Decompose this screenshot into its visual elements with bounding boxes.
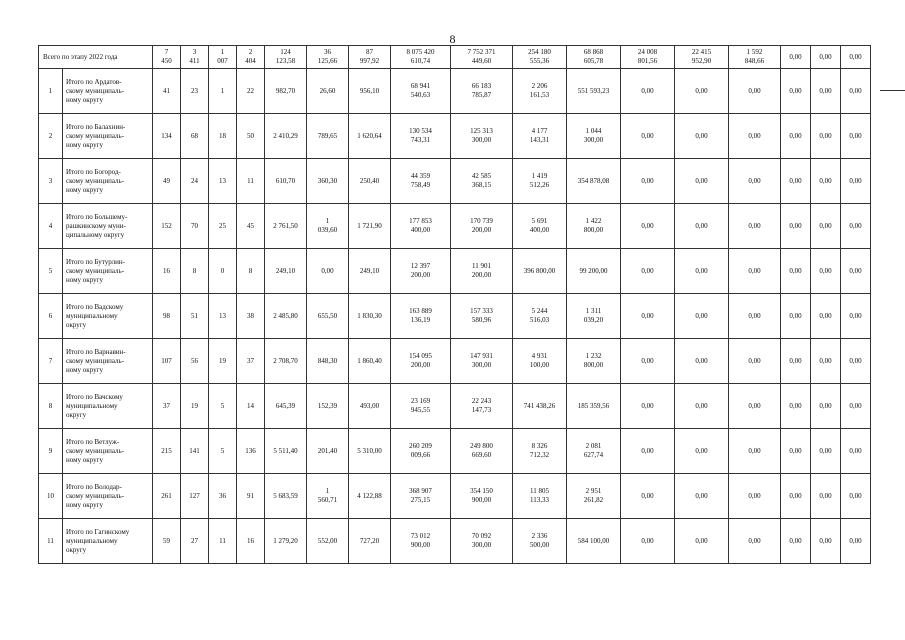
district-name: Итого по Гагинскому муниципальному округу <box>63 519 153 564</box>
table-cell: 0,00 <box>811 114 841 159</box>
table-cell: 22 <box>237 69 265 114</box>
table-cell: 0,00 <box>729 474 781 519</box>
table-cell: 249,10 <box>265 249 307 294</box>
table-cell: 0,00 <box>781 204 811 249</box>
table-cell: 0,00 <box>729 69 781 114</box>
total-cell: 0,00 <box>841 46 871 69</box>
table-row <box>39 159 871 204</box>
row-number: 4 <box>39 204 63 249</box>
table-cell: 0,00 <box>675 384 729 429</box>
table-edge-line <box>880 90 905 91</box>
table-cell: 368 907 275,15 <box>391 474 451 519</box>
table-cell: 727,20 <box>349 519 391 564</box>
table-cell: 260 209 009,66 <box>391 429 451 474</box>
total-cell: 8 075 420 610,74 <box>391 46 451 69</box>
table-cell: 177 853 400,00 <box>391 204 451 249</box>
table-row <box>39 294 871 339</box>
total-cell: 0,00 <box>781 46 811 69</box>
table-cell: 91 <box>237 474 265 519</box>
table-cell: 0,00 <box>621 519 675 564</box>
total-cell: 22 415 952,90 <box>675 46 729 69</box>
table-cell: 42 585 368,15 <box>451 159 513 204</box>
table-cell: 396 800,00 <box>513 249 567 294</box>
table-cell: 0,00 <box>675 249 729 294</box>
table-cell: 0,00 <box>621 339 675 384</box>
table-cell: 24 <box>181 159 209 204</box>
table-row <box>39 339 871 384</box>
district-name: Итого по Володар- скому муниципаль- ному округу <box>63 474 153 519</box>
table-cell: 0,00 <box>729 429 781 474</box>
table-cell: 0,00 <box>811 249 841 294</box>
table-cell: 982,70 <box>265 69 307 114</box>
district-name: Итого по Бутурлин- скому муниципаль- ному округу <box>63 249 153 294</box>
table-cell: 11 805 113,33 <box>513 474 567 519</box>
data-table <box>38 45 871 564</box>
table-cell: 73 012 900,00 <box>391 519 451 564</box>
total-cell: 3 411 <box>181 46 209 69</box>
table-cell: 0,00 <box>841 159 871 204</box>
table-cell: 584 100,00 <box>567 519 621 564</box>
table-cell: 0,00 <box>811 429 841 474</box>
table-cell: 1 311 039,20 <box>567 294 621 339</box>
table-cell: 0,00 <box>811 384 841 429</box>
table-cell: 0,00 <box>781 69 811 114</box>
table-cell: 2 081 627,74 <box>567 429 621 474</box>
row-number: 2 <box>39 114 63 159</box>
district-name: Итого по Большему- рашкинскому муни- ципальному округу <box>63 204 153 249</box>
table-cell: 5 <box>209 429 237 474</box>
row-number: 8 <box>39 384 63 429</box>
table-cell: 0,00 <box>675 339 729 384</box>
table-cell: 215 <box>153 429 181 474</box>
table-cell: 152,39 <box>307 384 349 429</box>
table-cell: 66 183 785,87 <box>451 69 513 114</box>
table-cell: 5 310,00 <box>349 429 391 474</box>
table-cell: 0,00 <box>841 339 871 384</box>
total-row <box>39 46 871 69</box>
table-cell: 0,00 <box>781 339 811 384</box>
table-cell: 261 <box>153 474 181 519</box>
table-cell: 26,60 <box>307 69 349 114</box>
table-cell: 136 <box>237 429 265 474</box>
total-cell: 124 123,58 <box>265 46 307 69</box>
table-cell: 130 534 743,31 <box>391 114 451 159</box>
table-cell: 127 <box>181 474 209 519</box>
table-cell: 38 <box>237 294 265 339</box>
table-cell: 23 169 945,55 <box>391 384 451 429</box>
table-cell: 360,30 <box>307 159 349 204</box>
table-cell: 0,00 <box>621 429 675 474</box>
table-cell: 0,00 <box>841 429 871 474</box>
table-cell: 51 <box>181 294 209 339</box>
table-cell: 11 <box>237 159 265 204</box>
table-cell: 170 739 200,00 <box>451 204 513 249</box>
table-cell: 0,00 <box>621 384 675 429</box>
table-cell: 0,00 <box>621 114 675 159</box>
district-name: Итого по Ветлуж- скому муниципаль- ному округу <box>63 429 153 474</box>
row-number: 1 <box>39 69 63 114</box>
table-cell: 552,00 <box>307 519 349 564</box>
table-row <box>39 474 871 519</box>
table-cell: 99 200,00 <box>567 249 621 294</box>
table-cell: 0,00 <box>621 474 675 519</box>
table-cell: 2 410,29 <box>265 114 307 159</box>
table-cell: 1 232 800,00 <box>567 339 621 384</box>
table-cell: 1 620,64 <box>349 114 391 159</box>
table-cell: 1 419 512,26 <box>513 159 567 204</box>
table-cell: 0,00 <box>781 159 811 204</box>
table-cell: 5 511,40 <box>265 429 307 474</box>
district-name: Итого по Балахнин- скому муниципаль- ному округу <box>63 114 153 159</box>
row-number: 7 <box>39 339 63 384</box>
table-cell: 354 878,08 <box>567 159 621 204</box>
table-cell: 154 095 200,00 <box>391 339 451 384</box>
table-cell: 44 359 758,49 <box>391 159 451 204</box>
total-cell: 7 450 <box>153 46 181 69</box>
table-cell: 1 044 300,00 <box>567 114 621 159</box>
table-cell: 655,50 <box>307 294 349 339</box>
table-cell: 1 039,60 <box>307 204 349 249</box>
table-row <box>39 204 871 249</box>
table-cell: 19 <box>209 339 237 384</box>
table-cell: 1 860,40 <box>349 339 391 384</box>
table-cell: 16 <box>237 519 265 564</box>
table-cell: 0,00 <box>811 519 841 564</box>
table-cell: 0,00 <box>729 204 781 249</box>
table-cell: 22 243 147,73 <box>451 384 513 429</box>
row-number: 10 <box>39 474 63 519</box>
total-cell: 68 868 605,78 <box>567 46 621 69</box>
table-cell: 741 438,26 <box>513 384 567 429</box>
table-cell: 13 <box>209 294 237 339</box>
row-number: 3 <box>39 159 63 204</box>
table-cell: 125 313 300,00 <box>451 114 513 159</box>
table-cell: 0,00 <box>841 204 871 249</box>
table-cell: 0,00 <box>621 294 675 339</box>
table-cell: 37 <box>237 339 265 384</box>
table-cell: 147 931 300,00 <box>451 339 513 384</box>
table-cell: 0,00 <box>675 519 729 564</box>
row-number: 11 <box>39 519 63 564</box>
table-cell: 0,00 <box>841 294 871 339</box>
row-number: 5 <box>39 249 63 294</box>
table-cell: 0,00 <box>675 429 729 474</box>
district-name: Итого по Вачскому муниципальному округу <box>63 384 153 429</box>
table-cell: 27 <box>181 519 209 564</box>
table-cell: 201,40 <box>307 429 349 474</box>
table-cell: 0,00 <box>675 69 729 114</box>
table-row <box>39 114 871 159</box>
table-cell: 0,00 <box>841 519 871 564</box>
table-cell: 0,00 <box>729 384 781 429</box>
table-cell: 8 326 712,32 <box>513 429 567 474</box>
table-cell: 0,00 <box>675 294 729 339</box>
table-cell: 789,65 <box>307 114 349 159</box>
table-cell: 68 941 540,63 <box>391 69 451 114</box>
table-cell: 249 800 669,60 <box>451 429 513 474</box>
table-cell: 0,00 <box>811 339 841 384</box>
total-cell: 254 180 555,36 <box>513 46 567 69</box>
table-cell: 0,00 <box>729 339 781 384</box>
table-cell: 0,00 <box>781 249 811 294</box>
total-cell: 1 592 848,66 <box>729 46 781 69</box>
table-cell: 41 <box>153 69 181 114</box>
total-cell: 24 008 801,56 <box>621 46 675 69</box>
table-cell: 848,30 <box>307 339 349 384</box>
table-cell: 0,00 <box>811 294 841 339</box>
table-cell: 2 485,80 <box>265 294 307 339</box>
table-cell: 16 <box>153 249 181 294</box>
table-cell: 1 721,90 <box>349 204 391 249</box>
row-number: 9 <box>39 429 63 474</box>
table-cell: 163 889 136,19 <box>391 294 451 339</box>
table-cell: 956,10 <box>349 69 391 114</box>
table-cell: 70 <box>181 204 209 249</box>
district-name: Итого по Богород- скому муниципаль- ному округу <box>63 159 153 204</box>
table-cell: 0,00 <box>729 114 781 159</box>
table-cell: 0,00 <box>811 159 841 204</box>
total-label: Всего по этапу 2022 года <box>39 46 153 69</box>
table-cell: 0,00 <box>729 159 781 204</box>
table-cell: 5 691 400,00 <box>513 204 567 249</box>
table-cell: 4 177 143,31 <box>513 114 567 159</box>
table-cell: 0,00 <box>781 519 811 564</box>
table-cell: 157 333 580,96 <box>451 294 513 339</box>
table-cell: 5 <box>209 384 237 429</box>
table-row <box>39 429 871 474</box>
table-cell: 551 593,23 <box>567 69 621 114</box>
table-cell: 185 359,56 <box>567 384 621 429</box>
table-cell: 13 <box>209 159 237 204</box>
district-name: Итого по Варнавин- скому муниципаль- ному округу <box>63 339 153 384</box>
table-cell: 0,00 <box>621 69 675 114</box>
table-cell: 45 <box>237 204 265 249</box>
total-cell: 1 007 <box>209 46 237 69</box>
table-cell: 0,00 <box>675 114 729 159</box>
table-cell: 1 279,20 <box>265 519 307 564</box>
table-cell: 249,10 <box>349 249 391 294</box>
row-number: 6 <box>39 294 63 339</box>
table-cell: 37 <box>153 384 181 429</box>
table-cell: 610,70 <box>265 159 307 204</box>
table-cell: 98 <box>153 294 181 339</box>
table-cell: 134 <box>153 114 181 159</box>
table-cell: 56 <box>181 339 209 384</box>
total-cell: 2 404 <box>237 46 265 69</box>
table-cell: 0,00 <box>811 204 841 249</box>
table-cell: 0,00 <box>729 294 781 339</box>
table-row <box>39 249 871 294</box>
table-cell: 1 <box>209 69 237 114</box>
table-cell: 0,00 <box>621 204 675 249</box>
table-cell: 12 397 200,00 <box>391 249 451 294</box>
table-cell: 0,00 <box>811 69 841 114</box>
table-cell: 0,00 <box>841 114 871 159</box>
table-cell: 0,00 <box>781 114 811 159</box>
table-cell: 23 <box>181 69 209 114</box>
district-name: Итого по Вадскому муниципальному округу <box>63 294 153 339</box>
table-cell: 250,40 <box>349 159 391 204</box>
table-cell: 2 761,50 <box>265 204 307 249</box>
table-cell: 0,00 <box>675 159 729 204</box>
table-cell: 0,00 <box>729 249 781 294</box>
total-cell: 0,00 <box>811 46 841 69</box>
table-cell: 4 122,88 <box>349 474 391 519</box>
table-cell: 0,00 <box>675 474 729 519</box>
table-cell: 36 <box>209 474 237 519</box>
table-cell: 59 <box>153 519 181 564</box>
table-cell: 0,00 <box>811 474 841 519</box>
table-cell: 25 <box>209 204 237 249</box>
table-cell: 1 560,71 <box>307 474 349 519</box>
table-cell: 18 <box>209 114 237 159</box>
table-cell: 0,00 <box>841 69 871 114</box>
table-cell: 8 <box>181 249 209 294</box>
table-row <box>39 69 871 114</box>
table-cell: 5 683,59 <box>265 474 307 519</box>
table-cell: 1 422 800,00 <box>567 204 621 249</box>
table-cell: 107 <box>153 339 181 384</box>
table-cell: 2 336 500,00 <box>513 519 567 564</box>
table-cell: 2 951 261,82 <box>567 474 621 519</box>
table-cell: 0,00 <box>841 474 871 519</box>
table-cell: 0,00 <box>307 249 349 294</box>
table-cell: 70 092 300,00 <box>451 519 513 564</box>
table-cell: 0,00 <box>675 204 729 249</box>
table-cell: 0,00 <box>781 429 811 474</box>
table-cell: 0,00 <box>621 159 675 204</box>
table-cell: 68 <box>181 114 209 159</box>
table-cell: 645,39 <box>265 384 307 429</box>
table-cell: 4 931 100,00 <box>513 339 567 384</box>
table-cell: 0,00 <box>841 249 871 294</box>
table-cell: 8 <box>237 249 265 294</box>
page-number: 8 <box>449 32 456 46</box>
table-cell: 493,00 <box>349 384 391 429</box>
table-cell: 0 <box>209 249 237 294</box>
total-cell: 87 997,92 <box>349 46 391 69</box>
table-cell: 11 901 200,00 <box>451 249 513 294</box>
table-cell: 1 830,30 <box>349 294 391 339</box>
total-cell: 36 125,66 <box>307 46 349 69</box>
table-cell: 0,00 <box>841 384 871 429</box>
table-cell: 49 <box>153 159 181 204</box>
total-cell: 7 752 371 449,60 <box>451 46 513 69</box>
table-cell: 0,00 <box>621 249 675 294</box>
table-row <box>39 384 871 429</box>
district-name: Итого по Ардатов- скому муниципаль- ному округу <box>63 69 153 114</box>
table-cell: 14 <box>237 384 265 429</box>
table-cell: 152 <box>153 204 181 249</box>
table-cell: 0,00 <box>729 519 781 564</box>
table-cell: 354 150 900,00 <box>451 474 513 519</box>
table-row <box>39 519 871 564</box>
table-cell: 19 <box>181 384 209 429</box>
table-cell: 0,00 <box>781 294 811 339</box>
table-cell: 11 <box>209 519 237 564</box>
table-cell: 5 244 516,03 <box>513 294 567 339</box>
table-cell: 0,00 <box>781 384 811 429</box>
table-cell: 2 708,70 <box>265 339 307 384</box>
table-cell: 141 <box>181 429 209 474</box>
table-cell: 50 <box>237 114 265 159</box>
table-cell: 0,00 <box>781 474 811 519</box>
table-cell: 2 206 161,53 <box>513 69 567 114</box>
